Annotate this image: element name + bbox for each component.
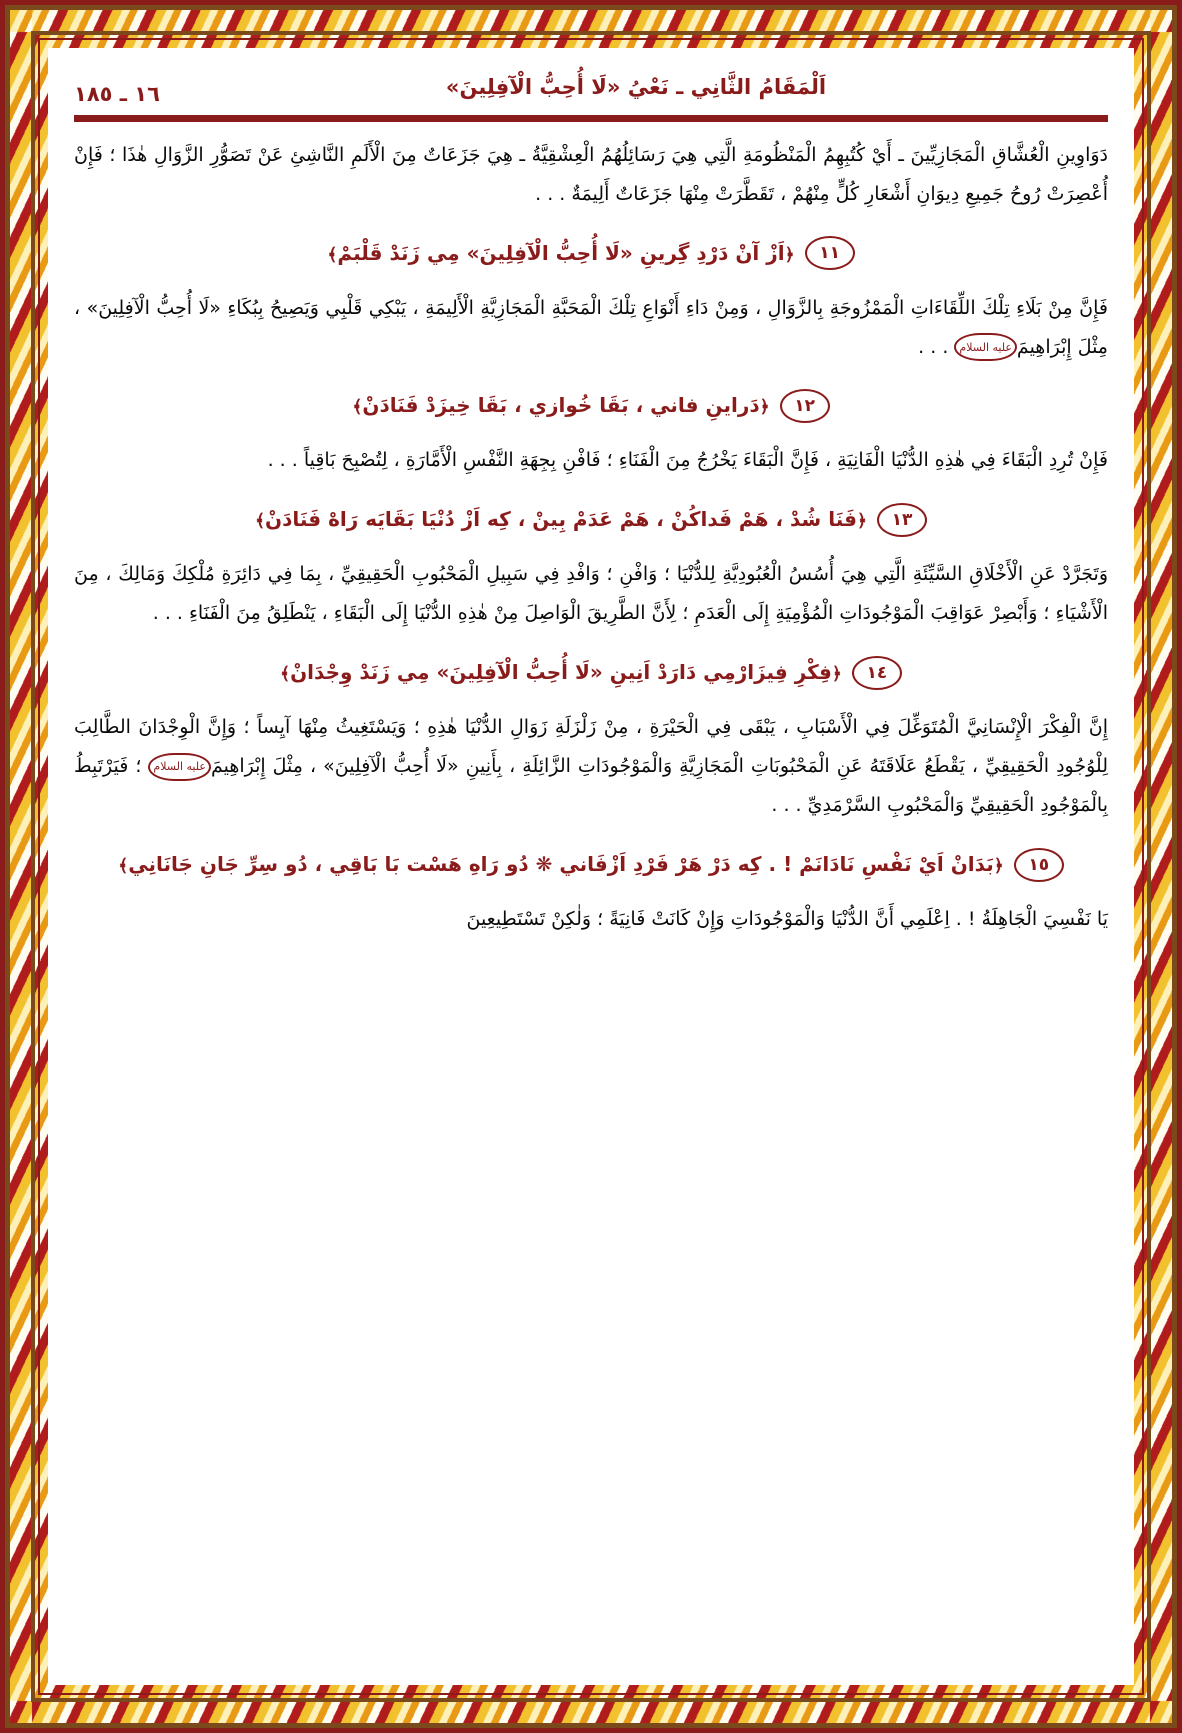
verse-open-ornament-icon: ﴿ [856,511,867,532]
verse-body: فِكْرِ فِيزَارْمِي دَارَدْ اَنِينِ «لَا أُحِبُّ الْآفِلِينَ» مِي زَنَدْ وِجْدَانْ [290,660,832,685]
prose-text-tail: . . . [918,335,955,358]
prose-paragraph: وَتَجَرَّدْ عَنِ الْأَخْلَاقِ السَّيِّئَةِ الَّتِي هِيَ أُسُسُ الْعُبُودِيَّةِ لِلدُّنْيَا ؛ وَافْنِ ؛ وَافْدِ فِي سَبِيلِ الْمَحْبُوبِ الْحَقِيقِيِّ ، بِمَا فِي دَائِرَةِ مُلْكِكَ وَمَالِكَ ، مِنَ الْأَشْيَاءِ ؛ وَأَبْصِرْ عَوَاقِبَ الْمَوْجُودَاتِ الْمُؤْمِيَةِ إِلَى الْعَدَمِ ؛ لِأَنَّ الطَّرِيقَ الْوَاصِلَ مِنْ هٰذِهِ الدُّنْيَا إِلَى الْبَقَاءِ ، يَنْطَلِقُ مِنَ الْفَنَاءِ . . . [74,563,1108,625]
prose-text-tail: ؛ فَيَرْتَبِطُ بِالْمَوْجُودِ الْحَقِيقِيِّ وَالْمَحْبُوبِ السَّرْمَدِيِّ . . . [74,755,1108,817]
page-header [48,48,1134,106]
verse-close-ornament-icon: ﴾ [255,511,266,532]
verse-text [118,845,1003,884]
verse-close-ornament-icon: ﴾ [327,244,338,265]
verse-line [74,386,1108,425]
verse-text [327,234,794,273]
verse-body: بَدَانْ اَيْ نَفْسِ نَادَانَمْ ! . كِه دَرْ هَرْ فَرْدِ اَزْفَاني ❋ دُو رَاهِ هَسْت بَا بَاقِي ، دُو سِرِّ جَانِ جَانَانِي [128,852,994,877]
verse-body: دَراينِ فاني ، بَقَا خُوازي ، بَقَا خِيزَدْ فَنَادَنْ [362,393,760,418]
verse-line [74,234,1108,273]
verse-open-ornament-icon: ﴿ [993,856,1004,877]
prose-text: إِنَّ الْفِكْرَ الْإِنْسَانِيَّ الْمُتَوَغِّلَ فِي الْأَسْبَابِ ، يَبْقَى فِي الْحَيْرَةِ ، مِنْ زَلْزَلَةِ زَوَالِ الدُّنْيَا هٰذِهِ ؛ وَيَسْتَغِيثُ مِنْهَا آيِساً ؛ وَإِنَّ الْوِجْدَانَ الطَّالِبَ لِلْوُجُودِ الْحَقِيقِيِّ ، يَقْطَعُ عَلَاقَتَهُ عَنِ الْمَحْبُوبَاتِ الْمَجَازِيَّةِ وَالْمَوْجُودَاتِ الزَّائِلَةِ ، بِأَنِينِ «لَا أُحِبُّ الْآفِلِينَ» ، مِثْلَ إِبْرَاهِيمَ [74,716,1108,778]
verse-text [255,500,867,539]
page-content [48,48,1134,1685]
verse-close-ornament-icon: ﴾ [352,397,363,418]
verse-close-ornament-icon: ﴾ [280,664,291,685]
page-body [48,122,1134,939]
verse-number-badge: ١١ [805,236,855,270]
prose-paragraph: دَوَاوِينِ الْعُشَّاقِ الْمَجَازِيِّينَ ـ أَيْ كُتُبِهِمُ الْمَنْظُومَةِ الَّتِي هِيَ رَسَائِلُهُمُ الْعِشْقِيَّةُ ـ هِيَ جَزَعَاتٌ مِنَ الْأَلَمِ النَّاشِئِ عَنْ تَصَوُّرِ الزَّوَالِ هٰذَا ؛ فَإِنْ أُعْصِرَتْ رُوحُ جَمِيعِ دِيوَانِ أَشْعَارِ كُلٍّ مِنْهُمْ ، تَقَطَّرَتْ مِنْهَا جَزَعَاتٌ أَلِيمَةٌ . . . [74,143,1108,205]
verse-open-ornament-icon: ﴿ [759,397,770,418]
verse-open-ornament-icon: ﴿ [784,244,795,265]
verse-line [74,500,1108,539]
prose-paragraph [74,708,1108,825]
page-title: اَلْمَقَامُ الثَّانِي ـ نَعْيُ «لَا أُحِبُّ الْآفِلِينَ» [445,75,827,99]
prose-text: فَإِنَّ مِنْ بَلَاءِ تِلْكَ اللِّقَاءَاتِ الْمَمْزُوجَةِ بِالزَّوَالِ ، وَمِنْ دَاءِ أَنْوَاعِ تِلْكَ الْمَحَبَّةِ الْمَجَازِيَّةِ الْأَلِيمَةِ ، يَبْكِي قَلْبِي وَيَصِيحُ بِبُكَاءِ «لَا أُحِبُّ الْآفِلِينَ» ، مِثْلَ إِبْرَاهِيمَ [74,296,1108,358]
verse-text [280,653,842,692]
verse-number-badge: ١٥ [1014,848,1064,882]
verse-text [352,386,769,425]
verse-body: فَنَا شُدْ ، هَمْ فَداكُنْ ، هَمْ عَدَمْ بِينْ ، كِه اَزْ دُنْيَا بَقَايَه رَاهْ فَنَادَنْ [265,507,857,532]
honorific-seal-icon: عليه السلام [954,333,1017,361]
verse-number-badge: ١٢ [780,389,830,423]
verse-body: اَزْ آنْ دَرْدِ گِرينِ «لَا أُحِبُّ الْآفِلِينَ» مِي زَنَدْ قَلْبَمْ [337,240,785,265]
header-divider-rule [74,114,1108,122]
verse-line [74,653,1108,692]
honorific-seal-icon: عليه السلام [148,753,211,781]
verse-number-badge: ١٣ [877,503,927,537]
prose-paragraph: يَا نَفْسِيَ الْجَاهِلَةُ ! . اِعْلَمِي أَنَّ الدُّنْيَا وَالْمَوْجُودَاتِ وَإِنْ كَانَتْ فَانِيَةً ؛ وَلٰكِنْ تَسْتَطِيعِينَ [466,908,1108,931]
prose-paragraph [74,289,1108,367]
page-number: ١٦ ـ ١٨٥ [74,81,160,106]
verse-number-badge: ١٤ [852,656,902,690]
prose-paragraph: فَإِنْ تُرِدِ الْبَقَاءَ فِي هٰذِهِ الدُّنْيَا الْفَانِيَةِ ، فَإِنَّ الْبَقَاءَ يَخْرُجُ مِنَ الْفَنَاءِ ؛ فَافْنِ بِجِهَةِ النَّفْسِ الْأَمَّارَةِ ، لِتُصْبِحَ بَاقِياً . . . [267,449,1108,472]
verse-open-ornament-icon: ﴿ [831,664,842,685]
verse-close-ornament-icon: ﴾ [118,856,129,877]
verse-line [74,845,1108,884]
